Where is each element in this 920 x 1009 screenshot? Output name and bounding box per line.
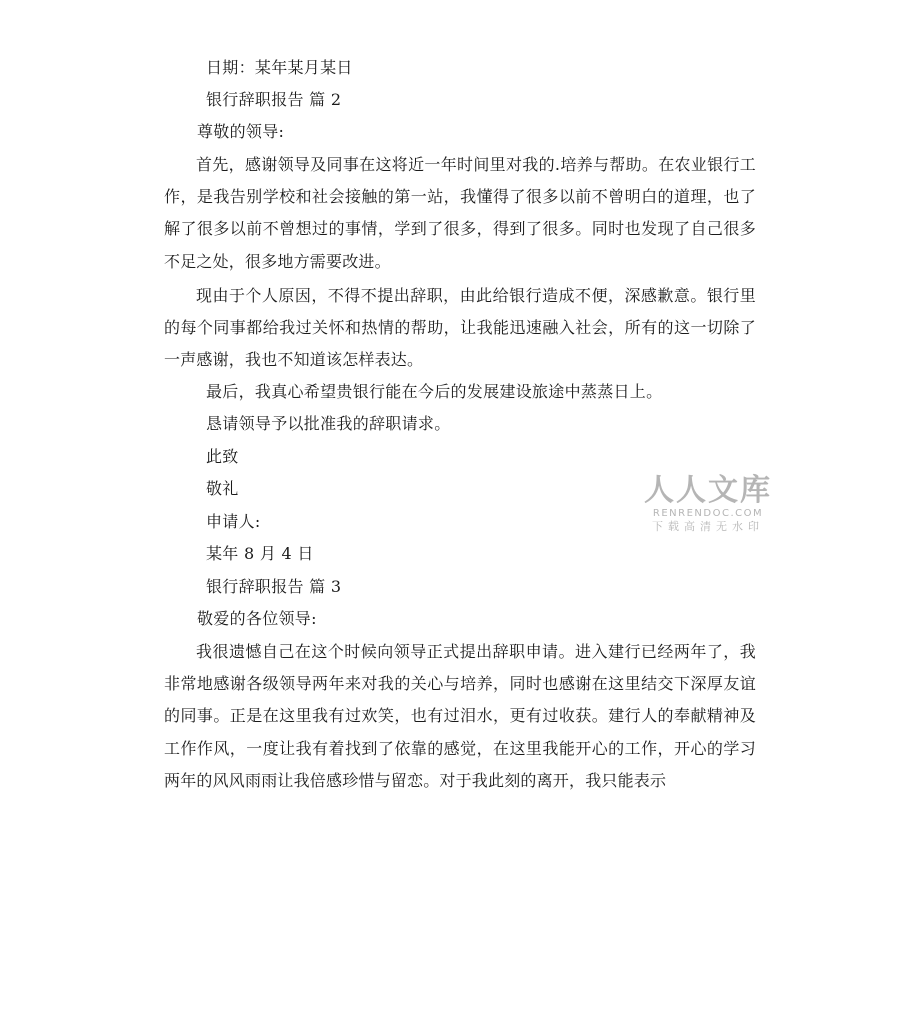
date-line: 日期：某年某月某日 xyxy=(206,58,353,77)
watermark-title: 人人文库 xyxy=(644,473,772,508)
watermark-subtitle: 下载高清无水印 xyxy=(652,520,764,533)
applicant-label: 申请人: xyxy=(206,512,261,531)
regards-line: 此致 xyxy=(206,447,239,466)
section-2-paragraph-1: 首先，感谢领导及同事在这将近一年时间里对我的.培养与帮助。在农业银行工作，是我告别学校和社会接触的第一站，我懂得了很多以前不曾明白的道理，也了解了很多以前不曾想过的事情，学到了很多，得到了很多。同时也发现了自己很多不足之处，很多地方需要改进。 xyxy=(164,155,756,271)
section-2-salutation: 尊敬的领导: xyxy=(197,122,285,141)
section-3-salutation: 敬爱的各位领导: xyxy=(197,609,317,628)
watermark-logo xyxy=(640,474,776,534)
closing-wish-line: 最后，我真心希望贵银行能在今后的发展建设旅途中蒸蒸日上。 xyxy=(206,382,663,401)
section-3-heading: 银行辞职报告 篇 3 xyxy=(206,577,342,596)
signature-date: 某年 8 月 4 日 xyxy=(206,544,314,563)
salute-line: 敬礼 xyxy=(206,479,239,498)
section-2-heading: 银行辞职报告 篇 2 xyxy=(206,90,342,109)
request-line: 恳请领导予以批准我的辞职请求。 xyxy=(206,414,451,433)
section-3-paragraph: 我很遗憾自己在这个时候向领导正式提出辞职申请。进入建行已经两年了，我非常地感谢各级领导两年来对我的关心与培养，同时也感谢在这里结交下深厚友谊的同事。正是在这里我有过欢笑，也有过泪水，更有过收获。建行人的奉献精神及工作作风，一度让我有着找到了依靠的感觉，在这里我能开心的工作，开心的学习两年的风风雨雨让我倍感珍惜与留恋。对于我此刻的离开，我只能表示 xyxy=(164,642,756,790)
watermark-domain: RENRENDOC.COM xyxy=(652,508,764,519)
section-2-paragraph-2: 现由于个人原因，不得不提出辞职，由此给银行造成不便，深感歉意。银行里的每个同事都给我过关怀和热情的帮助，让我能迅速融入社会，所有的这一切除了一声感谢，我也不知道该怎样表达。 xyxy=(164,286,756,370)
